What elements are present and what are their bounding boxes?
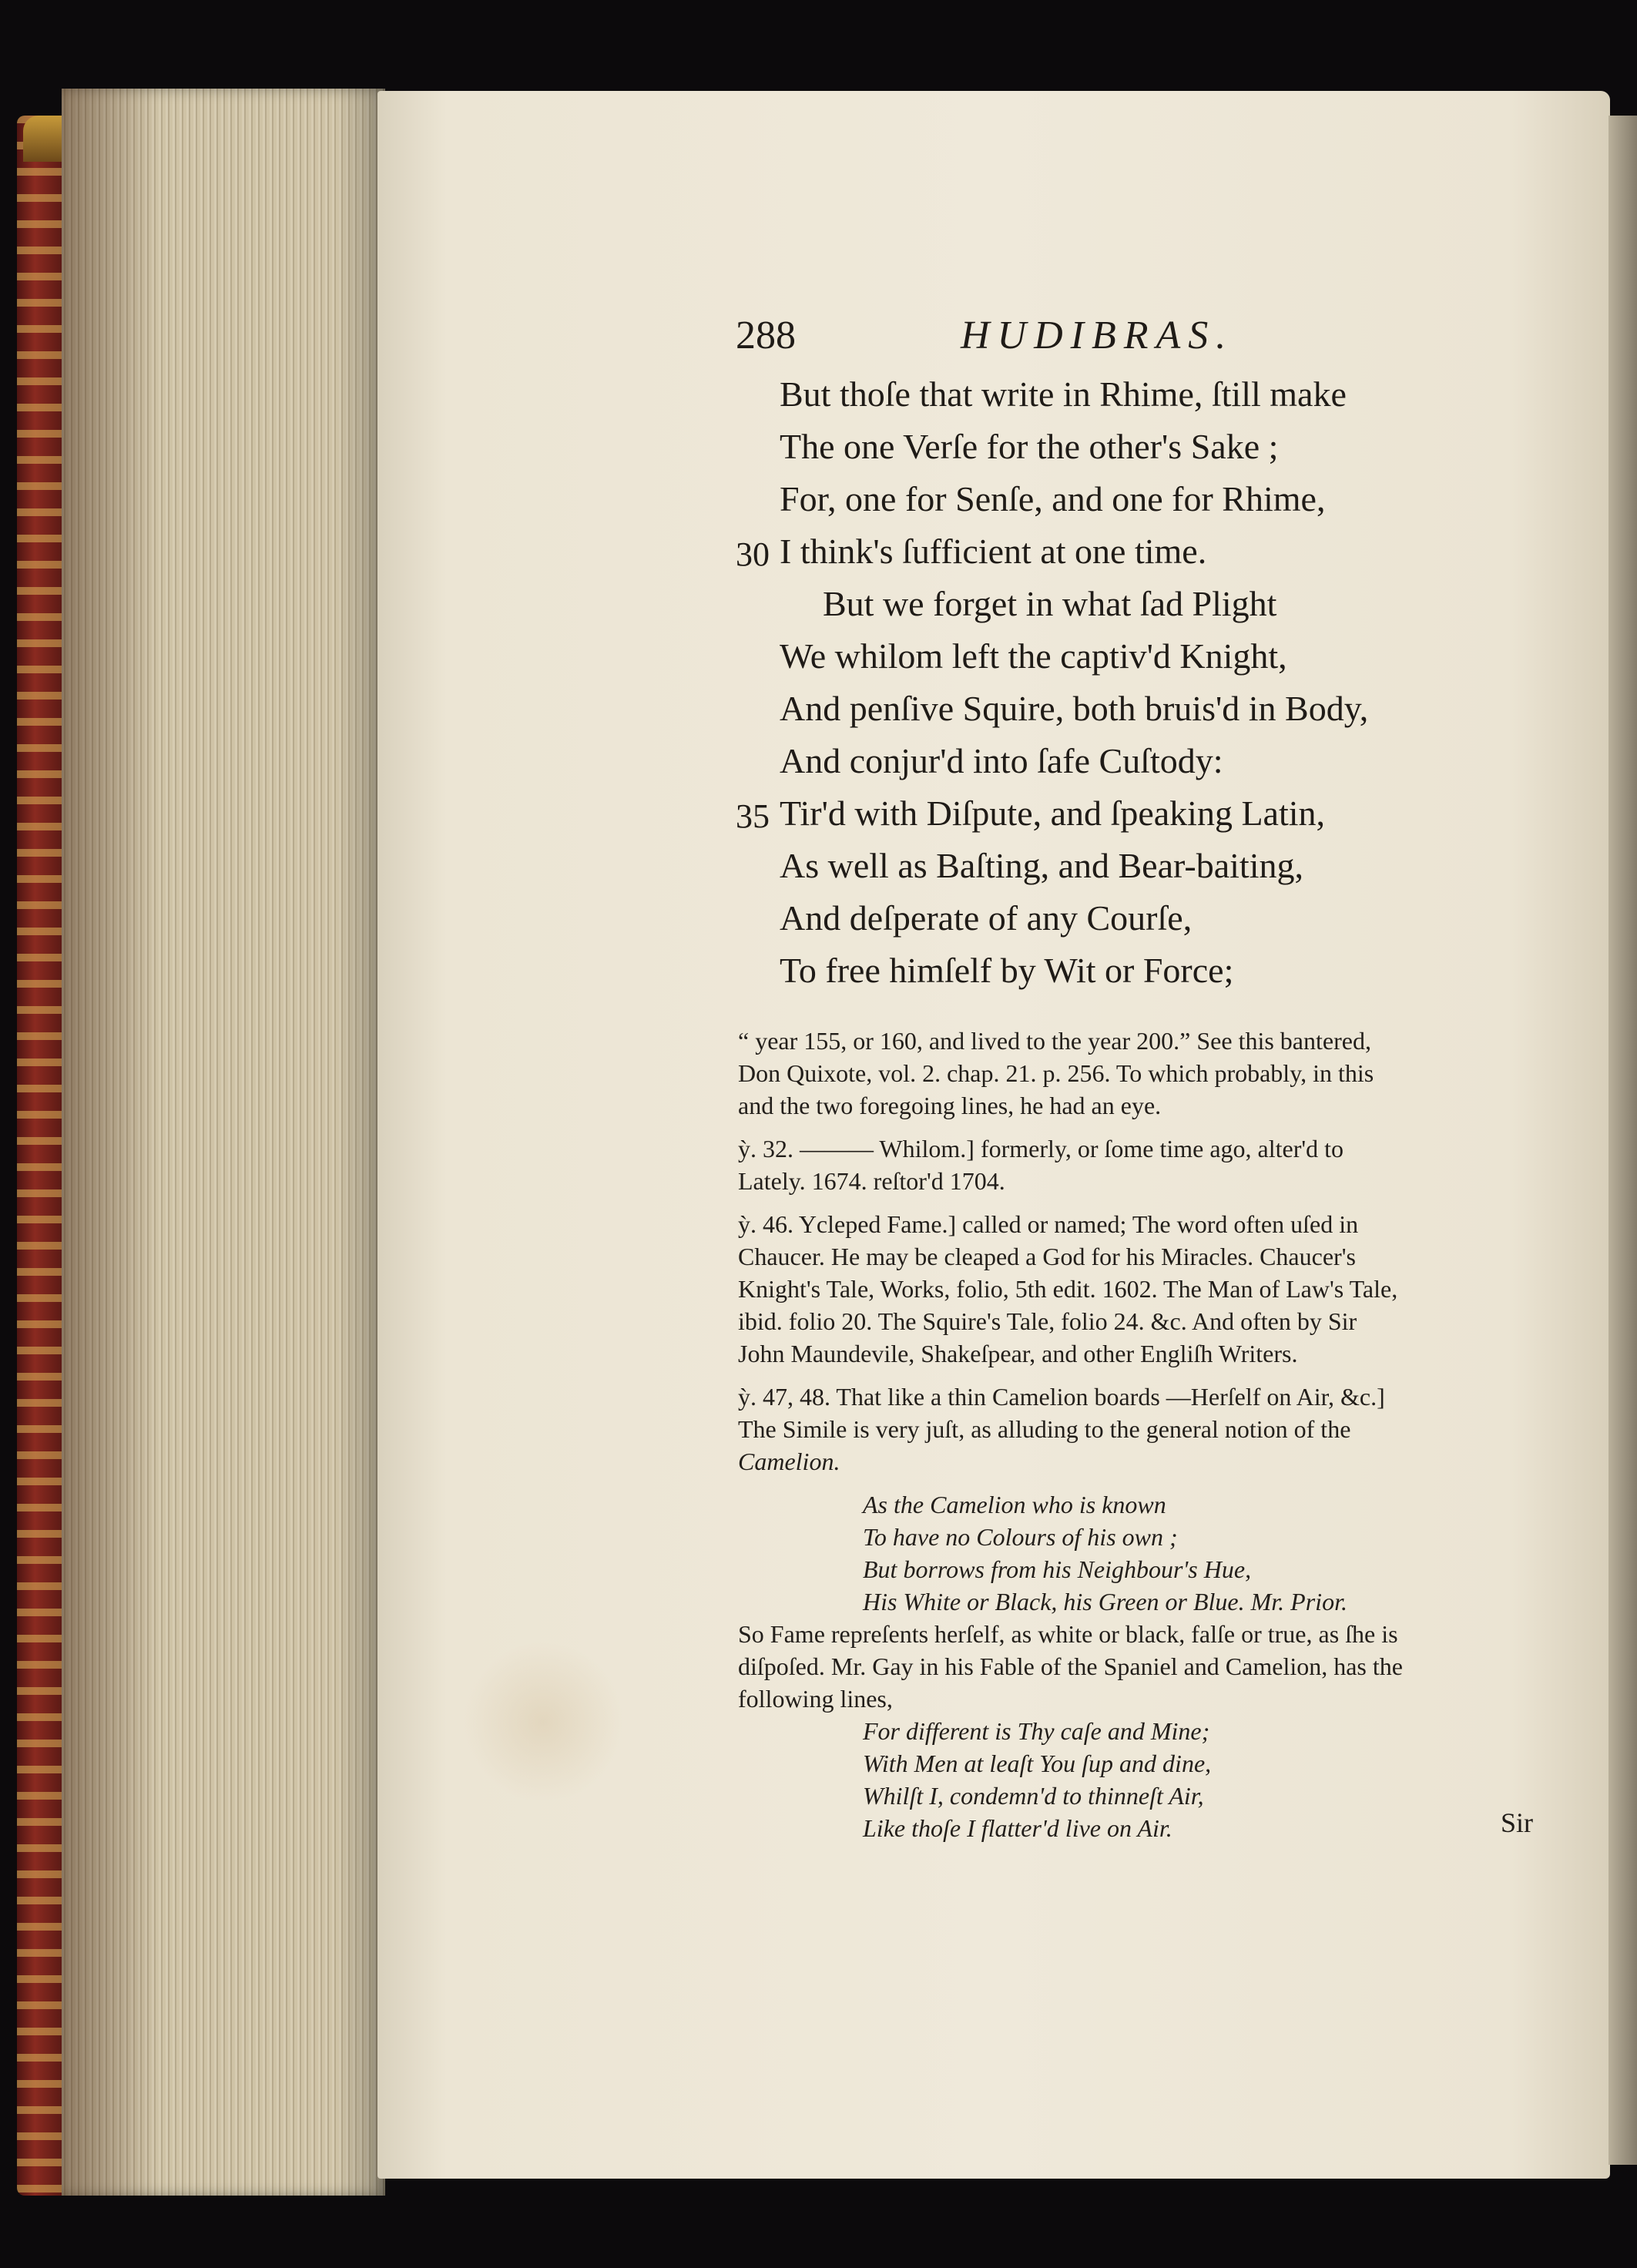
verse-line: But thoſe that write in Rhime, ſtill make xyxy=(780,374,1347,414)
footnote-line: ỳ. 46. Ycleped Fame.] called or named; The word often uſed in xyxy=(738,1210,1359,1238)
quoted-verse-line: For different is Thy caſe and Mine; xyxy=(863,1717,1210,1745)
quoted-verse-line: To have no Colours of his own ; xyxy=(863,1523,1178,1551)
line-number: 30 xyxy=(736,535,770,573)
quoted-verse-line: His White or Black, his Green or Blue. Mr. Prior. xyxy=(863,1588,1347,1615)
page-block-shadow xyxy=(62,89,385,2196)
running-title: HUDIBRAS. xyxy=(961,314,1234,357)
note-spacer xyxy=(738,1478,1531,1488)
quoted-verse-line: Like thoſe I flatter'd live on Air. xyxy=(863,1814,1172,1842)
footnote-line: John Maundevile, Shakeſpear, and other Engliſh Writers. xyxy=(738,1340,1298,1367)
footnote-line: ibid. folio 20. The Squire's Tale, folio 24. &c. And often by Sir xyxy=(738,1307,1357,1335)
footnote-line: Chaucer. He may be cleaped a God for his Miracles. Chaucer's xyxy=(738,1243,1356,1270)
footnote-line: following lines, xyxy=(738,1685,893,1713)
verse-line: I think's ſufficient at one time. xyxy=(780,532,1207,571)
verse-line: We whilom left the captiv'd Knight, xyxy=(780,636,1287,676)
footnote-line: and the two foregoing lines, he had an eye. xyxy=(738,1092,1162,1119)
signature-mark: Sir xyxy=(1501,1807,1534,1838)
verse-line: To free himſelf by Wit or Force; xyxy=(780,951,1234,990)
footnote-line: Camelion. xyxy=(738,1448,840,1475)
verse-line: But we forget in what ſad Plight xyxy=(823,584,1277,623)
page-number: 288 xyxy=(736,314,796,357)
footnote-line: ỳ. 47, 48. That like a thin Camelion boards —Herſelf on Air, &c.] xyxy=(738,1383,1385,1411)
quoted-verse-line: With Men at leaſt You ſup and dine, xyxy=(863,1750,1212,1777)
footnote-line: Lately. 1674. reſtor'd 1704. xyxy=(738,1167,1005,1195)
verse-line: The one Verſe for the other's Sake ; xyxy=(780,427,1279,466)
verse-line: As well as Baſting, and Bear-baiting, xyxy=(780,846,1303,885)
footnotes xyxy=(738,1025,1534,1844)
quoted-verse-line: Whilſt I, condemn'd to thinneſt Air, xyxy=(863,1782,1204,1810)
verse-line: And penſive Squire, both bruis'd in Body, xyxy=(780,689,1369,728)
quoted-verse-line: But borrows from his Neighbour's Hue, xyxy=(863,1555,1252,1583)
verse-line: For, one for Senſe, and one for Rhime, xyxy=(780,479,1326,518)
footnote-line: The Simile is very juſt, as alluding to the general notion of the xyxy=(738,1415,1351,1443)
note-spacer xyxy=(738,1370,1531,1381)
footnote-line: Don Quixote, vol. 2. chap. 21. p. 256. To which probably, in this xyxy=(738,1059,1374,1087)
facing-page-edge xyxy=(1608,116,1637,2165)
page-header xyxy=(736,308,1545,364)
paper-stain xyxy=(462,1641,624,1803)
note-spacer xyxy=(738,1197,1531,1208)
footnote-line: diſpoſed. Mr. Gay in his Fable of the Spaniel and Camelion, has the xyxy=(738,1652,1403,1680)
footnote-line: ỳ. 32. ——— Whilom.] formerly, or ſome time ago, alter'd to xyxy=(738,1135,1344,1163)
line-number: 35 xyxy=(736,797,770,835)
footnote-line: So Fame repreſents herſelf, as white or black, falſe or true, as ſhe is xyxy=(738,1620,1398,1648)
note-spacer xyxy=(738,1122,1531,1132)
book-spine xyxy=(17,116,62,2196)
verse-line: Tir'd with Diſpute, and ſpeaking Latin, xyxy=(780,793,1326,833)
quoted-verse-line: As the Camelion who is known xyxy=(863,1491,1166,1518)
footnote-line: Knight's Tale, Works, folio, 5th edit. 1602. The Man of Law's Tale, xyxy=(738,1275,1398,1303)
verse-line: And deſperate of any Courſe, xyxy=(780,898,1193,938)
verse-line: And conjur'd into ſafe Cuſtody: xyxy=(780,741,1223,780)
footnote-line: “ year 155, or 160, and lived to the year 200.” See this bantered, xyxy=(738,1027,1371,1055)
